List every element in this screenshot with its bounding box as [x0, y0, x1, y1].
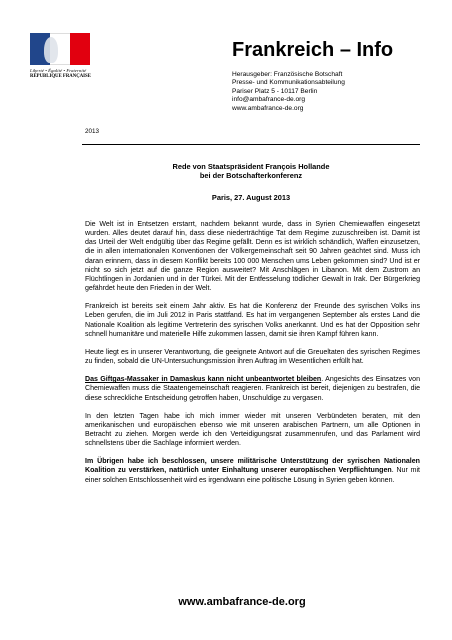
paragraph-6: [85, 457, 420, 484]
paragraph-6-text: . Nur mit einer solchen Entschlossenheit wird es irgendwann eine politische Lösung in Syrien geben können.: [85, 467, 420, 484]
publisher-email: info@ambafrance-de.org: [232, 96, 306, 104]
paragraph-2: Frankreich ist bereits seit einem Jahr aktiv. Es hat die Konferenz der Freunde des syrischen Volks ins Leben gerufen, die im Juli 2012 in Paris stattfand. Es hat im vergangenen September als erstes Land die Nationale Koalition als legitime Vertreterin des syrischen Volks anerkannt. Und es hat der Opposition sehr schnell humanitäre und materielle Hilfe zukommen lassen, damit sie ihren Kampf führen kann.: [85, 303, 420, 338]
document-year: 2013: [85, 128, 100, 135]
french-flag-marianne-icon: [30, 33, 90, 65]
paragraph-3: Heute liegt es in unserer Verantwortung, die geeignete Antwort auf die Greueltaten des syrischen Regimes zu finden, sobald die UN-Untersuchungsmission ihren Auftrag im Wesentlichen erfüllt hat.: [85, 348, 420, 366]
paragraph-6-highlight: Im Übrigen habe ich beschlossen, unsere militärische Unterstützung der syrischen Nationalen Koalition zu verstärken, natürlich unter Einhaltung unserer europäischen Verpflichtungen: [85, 458, 420, 475]
speech-title-line-1: Rede von Staatspräsident François Hollande: [172, 162, 330, 171]
speech-title: [82, 162, 420, 180]
paragraph-4: [85, 375, 420, 402]
speech-title-line-2: bei der Botschafterkonferenz: [199, 171, 303, 181]
brand-title: Frankreich – Info: [232, 39, 394, 61]
republique-francaise-logo: [30, 33, 90, 79]
paragraph-5: In den letzten Tagen habe ich mich immer wieder mit unseren Verbündeten beraten, mit den amerikanischen und europäischen ebenso wie mit unseren arabischen Partnern, um alle Optionen in Betracht zu ziehen. Morgen werde ich den Verteidigungsrat zusammenrufen, und das Parlament wird schnellstens über die Sachlage informiert werden.: [85, 412, 420, 448]
publisher-line-2: Presse- und Kommunikationsabteilung: [232, 79, 345, 87]
publisher-website: www.ambafrance-de.org: [232, 104, 304, 112]
paragraph-4-text: . Angesichts des Einsatzes von Chemiewaffen muss die Staatengemeinschaft reagieren. Frankreich ist bereit, diejenigen zu bestrafen, die diese schreckliche Entscheidung getroffen haben, Unschuldige zu vergasen.: [85, 376, 420, 402]
logo-republic-text: RÉPUBLIQUE FRANÇAISE: [30, 74, 91, 79]
publisher-block: [232, 71, 345, 113]
publisher-line-1: Herausgeber: Französische Botschaft: [232, 71, 343, 78]
paragraph-1: Die Welt ist in Entsetzen erstarrt, nachdem bekannt wurde, dass in Syrien Chemiewaffen eingesetzt wurden. Alles deutet darauf hin, dass diese niederträchtige Tat dem Regime zuzuschreiben ist. Damit ist das Urteil der Welt endgültig über das Regime gefällt. Denn es ist wirklich schändlich, Waffen einzusetzen, die in allen internationalen Konventionen der Völkergemeinschaft seit 90 Jahren geächtet sind. Muss ich daran erinnern, dass in diesem Konflikt bereits 100 000 Menschen ums Leben gekommen sind? Und ist er nicht so sich jetzt auf die ganze Region ausweitet? Mit Anschlägen in Libanon. Mit dem Zustrom an Flüchtlingen in Jordanien und in der Türkei. Mit der Entfesselung tödlicher Gewalt in Irak. Der Bürgerkrieg gefährdet heute den Frieden in der Welt.: [85, 221, 420, 293]
footer-website-link[interactable]: www.ambafrance-de.org: [178, 596, 306, 608]
speech-date: Paris, 27. August 2013: [211, 193, 291, 202]
header-divider: [82, 144, 420, 145]
logo-motto: Liberté • Égalité • Fraternité: [30, 68, 87, 73]
speech-body: [85, 220, 420, 494]
publisher-address: Pariser Platz 5 - 10117 Berlin: [232, 87, 318, 95]
paragraph-4-highlight: Das Giftgas-Massaker in Damaskus kann nicht unbeantwortet bleiben: [85, 376, 322, 384]
